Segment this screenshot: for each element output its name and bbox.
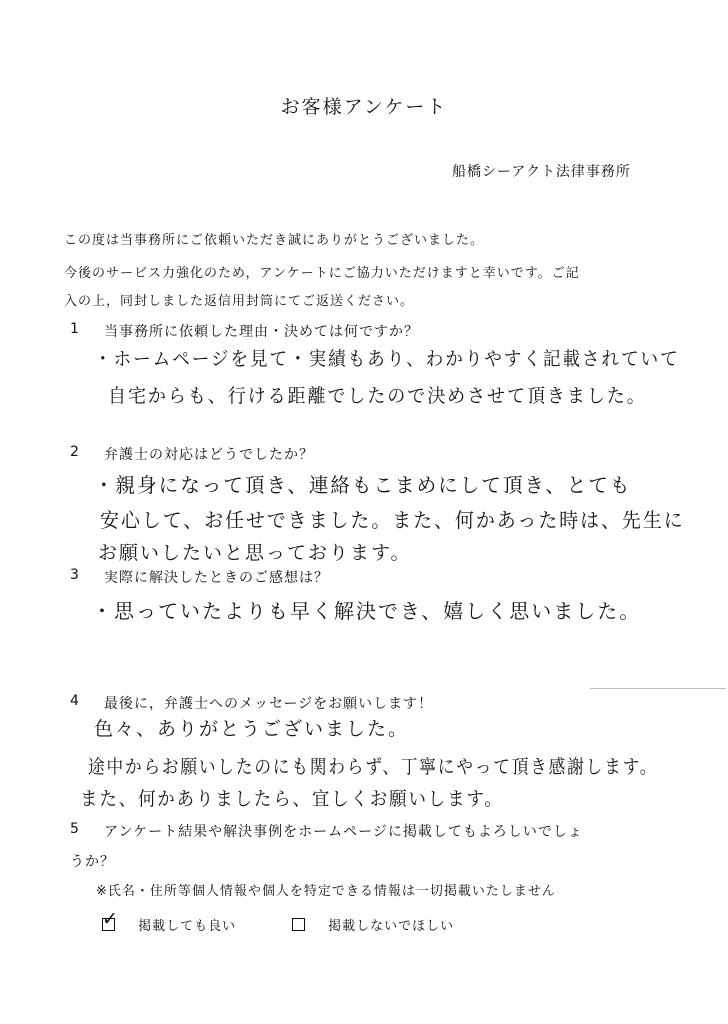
check-mark-icon: ✓	[102, 908, 119, 930]
consent-option-no-publish[interactable]	[292, 915, 454, 934]
question-number: 2	[70, 444, 80, 460]
handwritten-answer-line: 自宅からも、行ける距離でしたので決めさせて頂きました。	[108, 385, 647, 407]
question-text: 当事務所に依頼した理由・決めては何ですか？	[104, 324, 419, 340]
question-text: 実際に解決したときのご感想は？	[104, 570, 329, 586]
handwritten-answer-line: ・ホームページを見て・実績もあり、わかりやすく記載されていて	[94, 348, 680, 370]
consent-option-label: 掲載しないでほしい	[328, 919, 455, 934]
document-title: お客様アンケート	[280, 96, 448, 118]
checkbox-checked-icon[interactable]	[102, 908, 119, 931]
handwritten-answer-line: 途中からお願いしたのにも関わらず、丁寧にやって頂き感謝します。	[88, 756, 659, 778]
handwritten-answer-line: お願いしたいと思っております。	[98, 542, 412, 564]
consent-option-label: 掲載しても良い	[138, 919, 237, 934]
handwritten-answer-line: ・思っていたよりも早く解決でき、嬉しく思いました。	[92, 599, 642, 623]
question-text: アンケート結果や解決事例をホームページに掲載してもよろしいでしょ	[104, 824, 583, 840]
intro-line: 入の上，同封しました返信用封筒にてご返送ください。	[64, 294, 415, 309]
handwritten-answer-line: 安心して、お任せできました。また、何かあった時は、先生に	[100, 508, 685, 532]
privacy-note: ※氏名・住所等個人情報や個人を特定できる情報は一切掲載いたしません	[96, 884, 556, 899]
question-number: 4	[70, 693, 80, 709]
handwritten-answer-line: ・親身になって頂き、連絡もこまめにして頂き、とても	[94, 473, 632, 497]
checkbox-empty-icon[interactable]	[292, 918, 305, 931]
question-text: 最後に，弁護士へのメッセージをお願いします！	[104, 696, 434, 712]
handwritten-answer-line: また、何かありましたら、宜しくお願いします。	[80, 788, 504, 810]
question-number: 3	[70, 567, 80, 583]
intro-line: 今後のサービス力強化のため，アンケートにご協力いただけますと幸いです。ご記	[64, 266, 580, 281]
consent-option-publish[interactable]	[102, 908, 237, 934]
question-text-continued: うか？	[70, 854, 115, 870]
faint-divider-line	[590, 688, 726, 689]
question-number: 1	[70, 321, 80, 337]
question-text: 弁護士の対応はどうでしたか？	[104, 447, 314, 463]
intro-line: この度は当事務所にご依頼いただき誠にありがとうございました。	[64, 233, 485, 248]
handwritten-answer-line: 色々、ありがとうございました。	[94, 718, 410, 740]
question-number: 5	[70, 821, 80, 837]
organization-name: 船橋シーアクト法律事務所	[452, 164, 631, 180]
